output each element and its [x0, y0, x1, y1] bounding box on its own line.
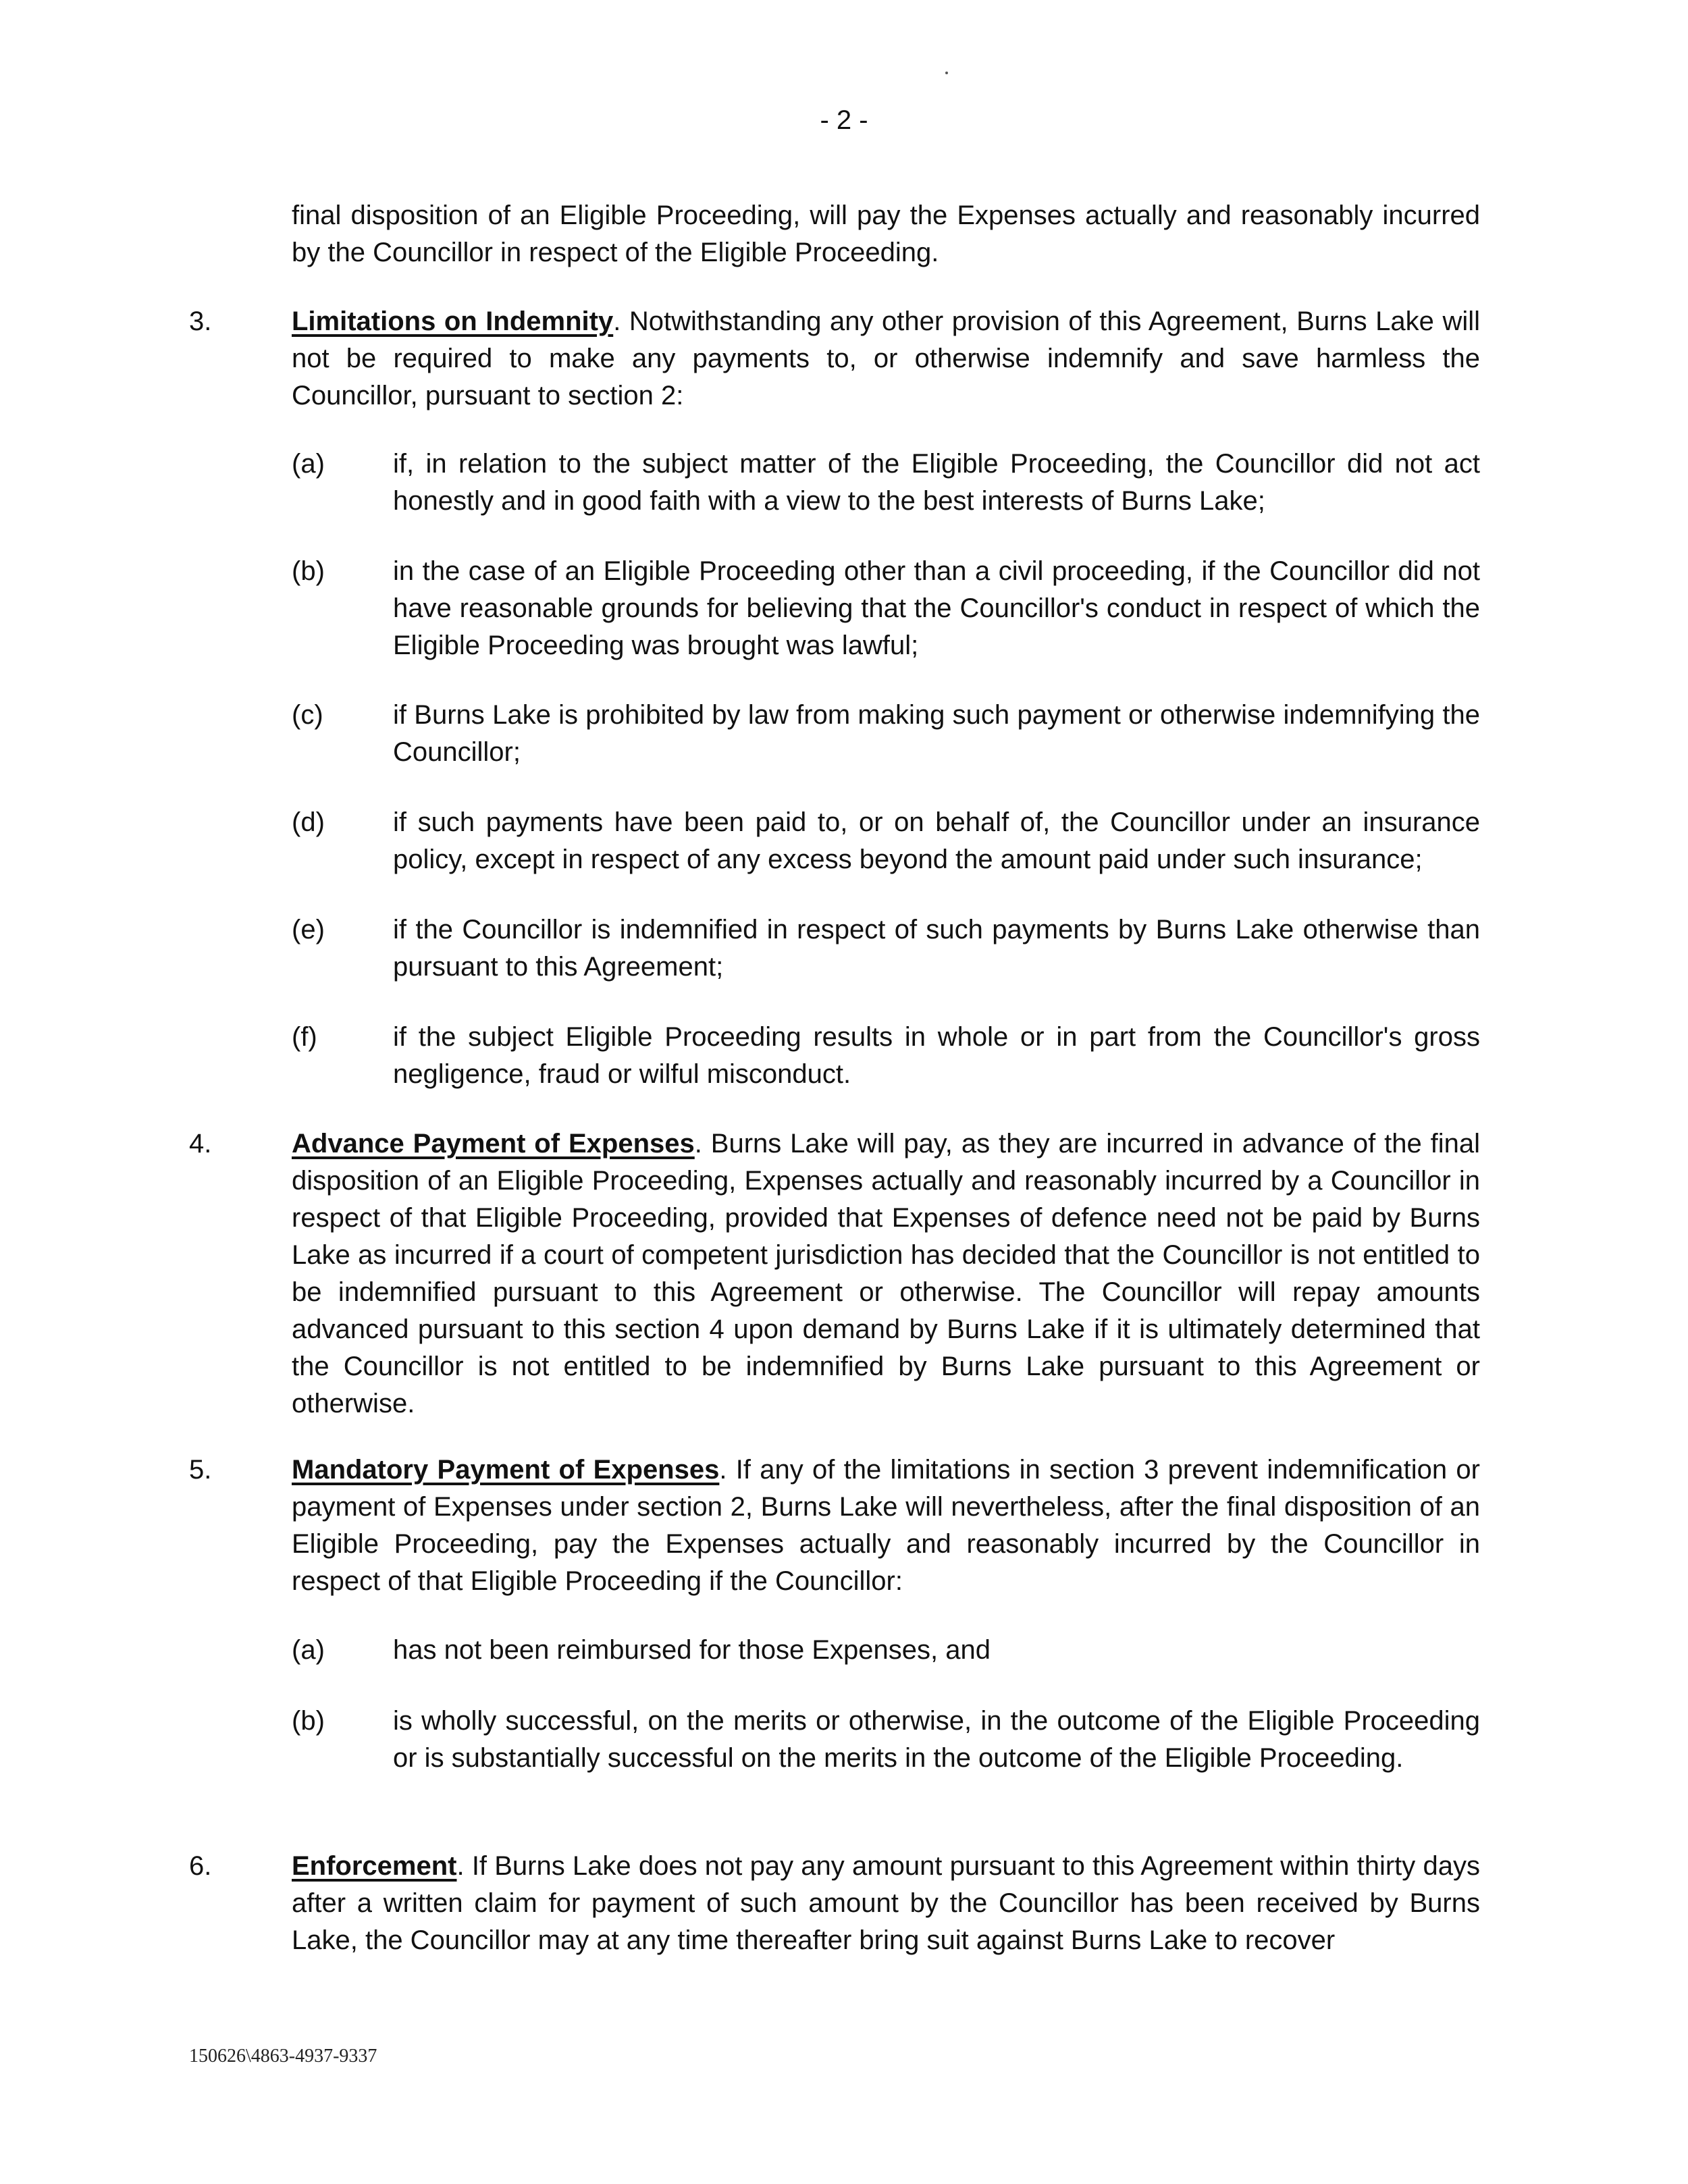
- section-3-heading: Limitations on Indemnity: [292, 307, 614, 336]
- section-5-paragraph: [292, 1451, 1480, 1600]
- section-3-number: 3.: [189, 307, 212, 336]
- section-6-paragraph: [292, 1848, 1480, 1959]
- scan-speck: [945, 72, 948, 74]
- page-number: - 2 -: [820, 105, 868, 135]
- section-4-paragraph: [292, 1125, 1480, 1422]
- intro-paragraph: final disposition of an Eligible Proceeding, will pay the Expenses actually and reasonably incurred by the Councillor in respect of the Eligible Proceeding.: [292, 201, 1480, 267]
- section-5-number: 5.: [189, 1455, 212, 1485]
- section-6-text: . If Burns Lake does not pay any amount pursuant to this Agreement within thirty days after a written claim for payment of such amount by the Councillor has been received by Burns Lake, the Councillor may at any time thereafter bring suit against Burns Lake to recover: [292, 1851, 1480, 1955]
- document-id-footer: 150626\4863-4937-9337: [189, 2046, 377, 2067]
- section-3-item-d-text: if such payments have been paid to, or on behalf of, the Councillor under an insurance policy, except in respect of any excess beyond the amount paid under such insurance;: [393, 807, 1480, 874]
- section-3-item-c-text: if Burns Lake is prohibited by law from making such payment or otherwise indemnifying the Councillor;: [393, 700, 1480, 767]
- section-5-item-b-text: is wholly successful, on the merits or otherwise, in the outcome of the Eligible Proceeding or is substantially successful on the merits in the outcome of the Eligible Proceeding.: [393, 1706, 1480, 1773]
- section-3-item-a-label: (a): [292, 449, 325, 479]
- section-3-item-a-text: if, in relation to the subject matter of the Eligible Proceeding, the Councillor did not act honestly and in good faith with a view to the best interests of Burns Lake;: [393, 449, 1480, 516]
- section-3-item-e-text: if the Councillor is indemnified in respect of such payments by Burns Lake otherwise than pursuant to this Agreement;: [393, 915, 1480, 982]
- section-3-item-d-label: (d): [292, 807, 325, 837]
- section-5-item-a-text: has not been reimbursed for those Expenses, and: [393, 1635, 991, 1665]
- section-6-heading: Enforcement: [292, 1851, 457, 1881]
- section-3-item-c-label: (c): [292, 700, 323, 730]
- section-3-paragraph: [292, 303, 1480, 415]
- section-3-item-f-text: if the subject Eligible Proceeding results in whole or in part from the Councillor's gross negligence, fraud or wilful misconduct.: [393, 1022, 1480, 1089]
- section-3-text: . Notwithstanding any other provision of this Agreement, Burns Lake will not be required to make any payments to, or otherwise indemnify and save harmless the Councillor, pursuant to section 2:: [292, 307, 1480, 410]
- section-3-item-f-label: (f): [292, 1022, 317, 1052]
- section-3-item-b-label: (b): [292, 556, 325, 586]
- section-3-item-b-text: in the case of an Eligible Proceeding other than a civil proceeding, if the Councillor did not have reasonable grounds for believing that the Councillor's conduct in respect of which the Eligible Proceeding was brought was lawful;: [393, 556, 1480, 660]
- section-5-item-a-label: (a): [292, 1635, 325, 1665]
- section-6-number: 6.: [189, 1851, 212, 1881]
- section-4-heading: Advance Payment of Expenses: [292, 1129, 695, 1158]
- section-4-number: 4.: [189, 1129, 212, 1158]
- section-4-text: . Burns Lake will pay, as they are incurred in advance of the final disposition of an Eligible Proceeding, Expenses actually and reasonably incurred by a Councillor in respect of that Eligible Proceeding, provided that Expenses of defence need not be paid by Burns Lake as incurred if a court of competent jurisdiction has decided that the Councillor is not entitled to be indemnified pursuant to this Agreement or otherwise. The Councillor will repay amounts advanced pursuant to this section 4 upon demand by Burns Lake if it is ultimately determined that the Councillor is not entitled to be indemnified by Burns Lake pursuant to this Agreement or otherwise.: [292, 1129, 1480, 1418]
- section-5-heading: Mandatory Payment of Expenses: [292, 1455, 720, 1485]
- section-5-item-b-label: (b): [292, 1706, 325, 1736]
- section-3-item-e-label: (e): [292, 915, 325, 944]
- section-5-text: . If any of the limitations in section 3 prevent indemnification or payment of Expenses under section 2, Burns Lake will nevertheless, after the final disposition of an Eligible Proceeding, pay the Expenses actually and reasonably incurred by the Councillor in respect of that Eligible Proceeding if the Councillor:: [292, 1455, 1480, 1596]
